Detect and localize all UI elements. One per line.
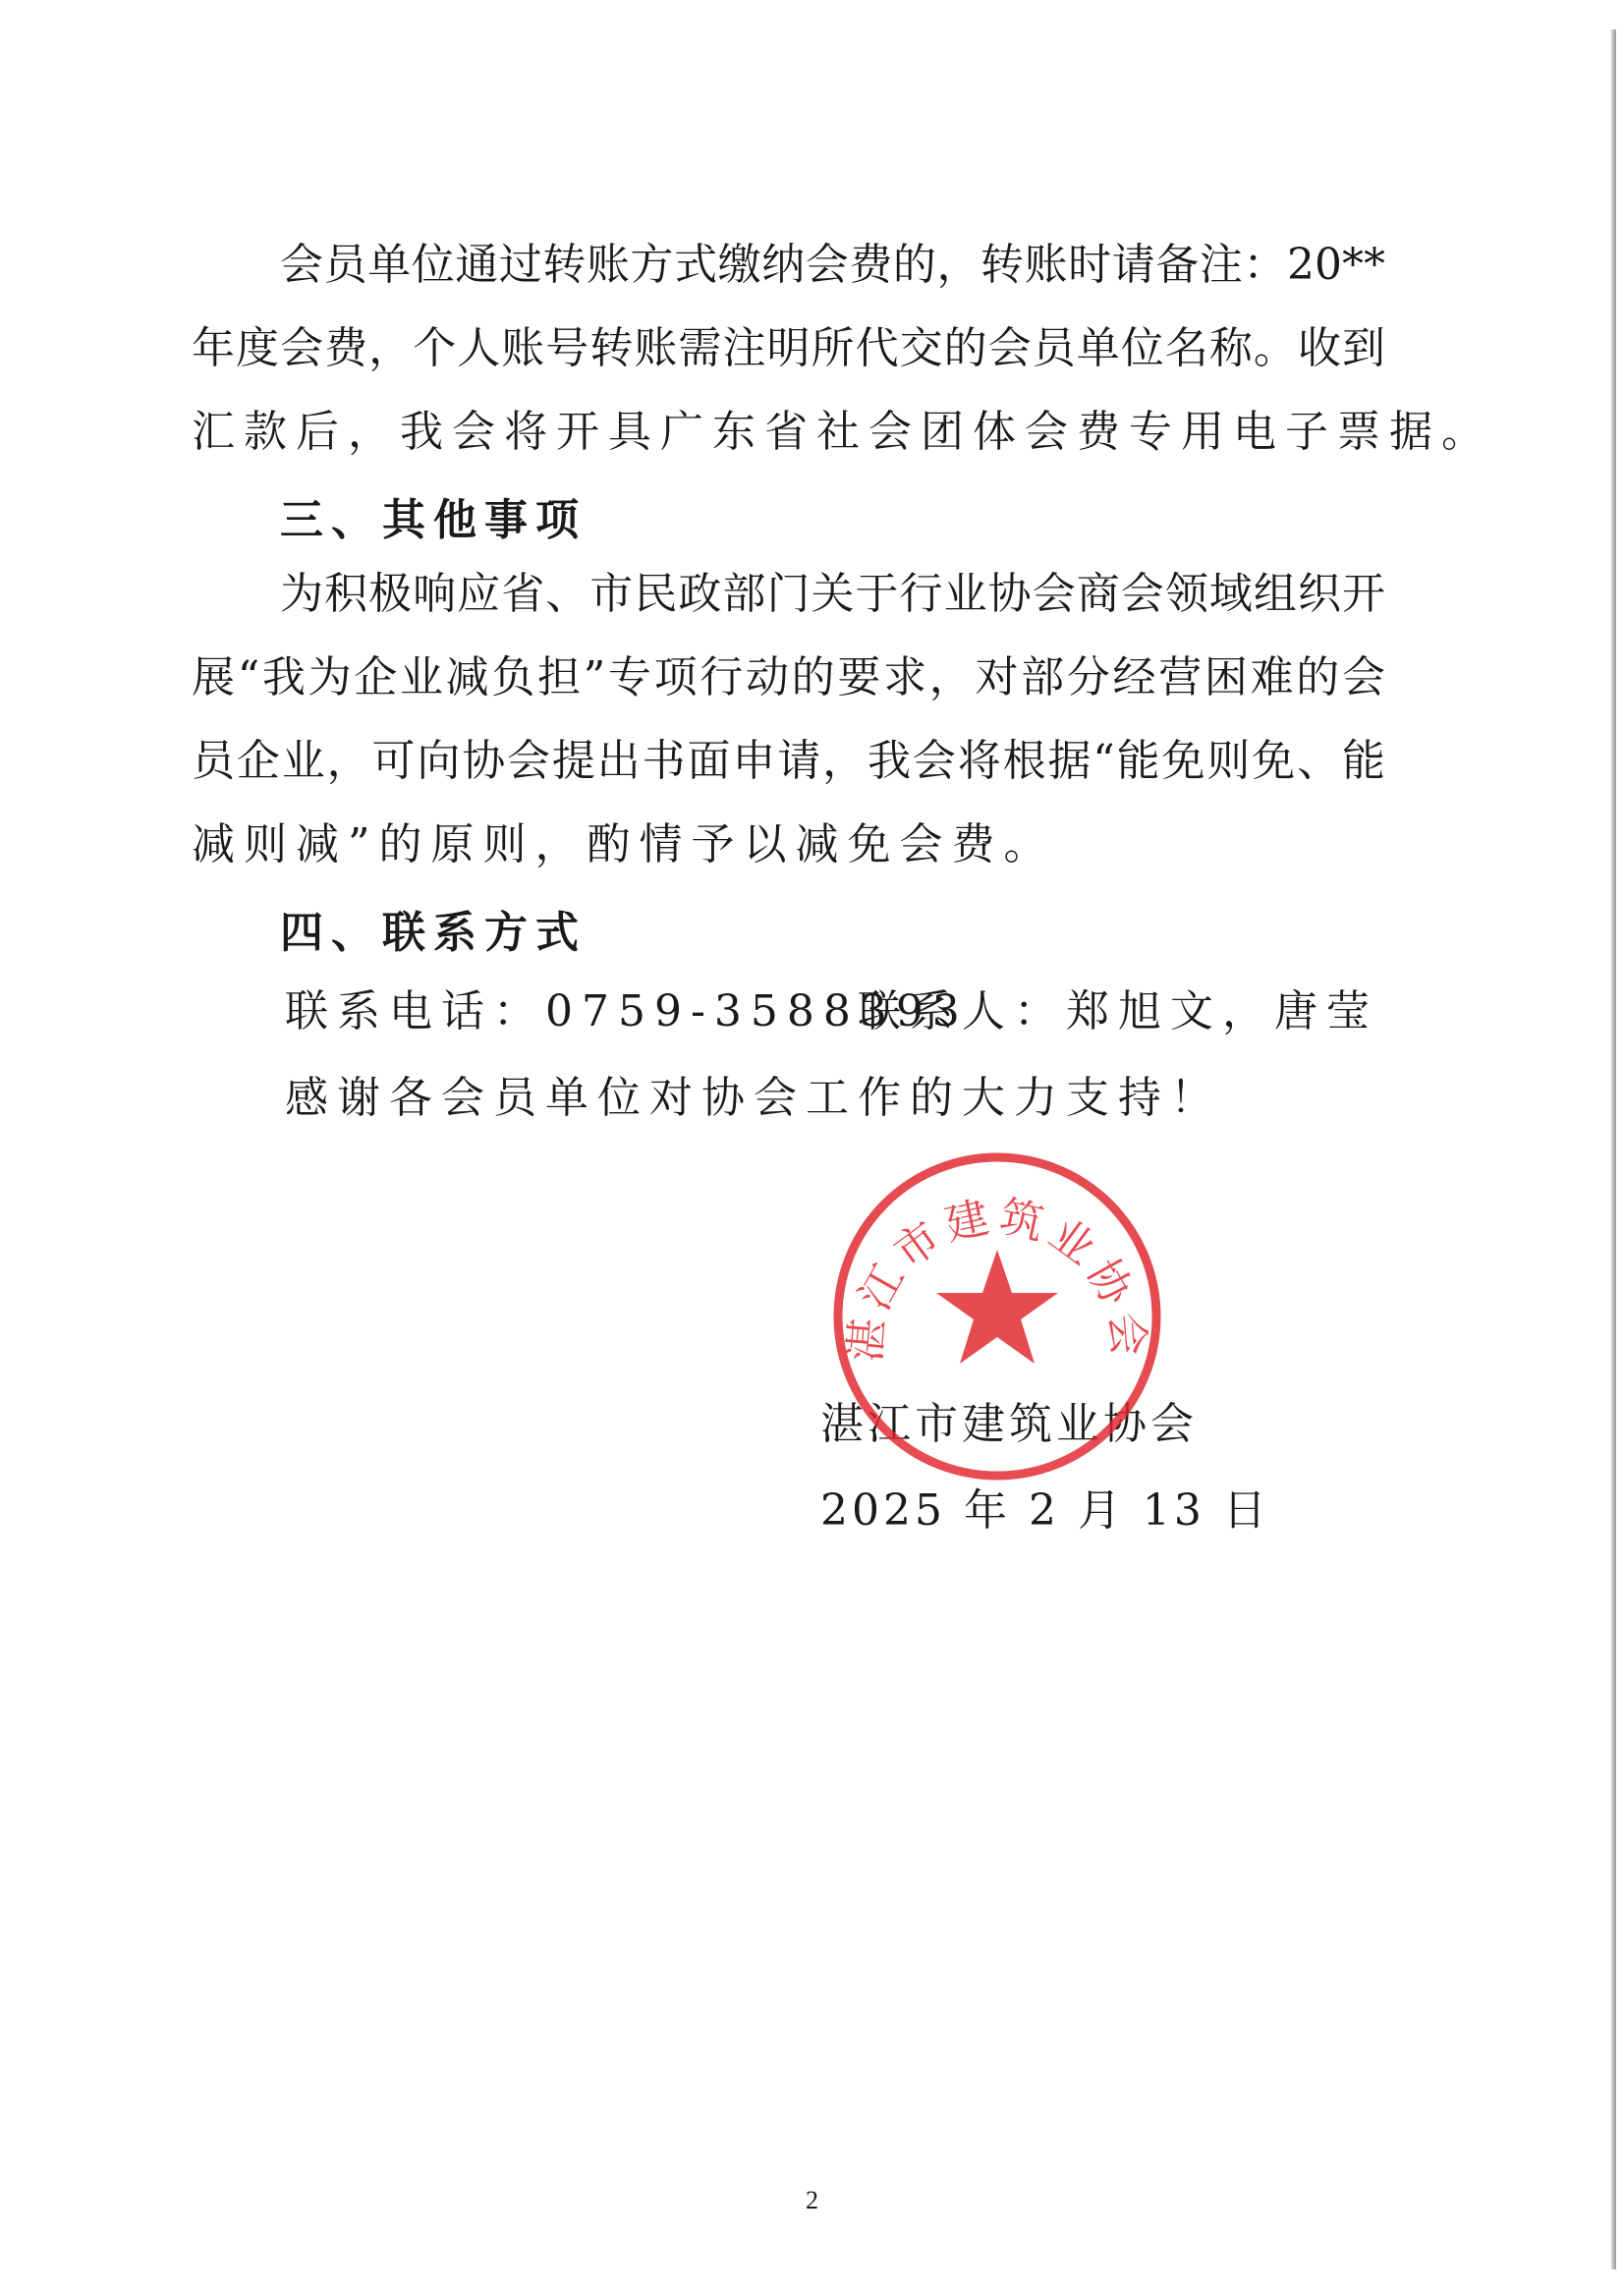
seal-star-icon (936, 1250, 1058, 1364)
p3-line2: 展“我为企业减负担”专项行动的要求，对部分经营困难的会 (192, 652, 1385, 702)
contact-phone: 联系电话：0759-3588393 (285, 986, 969, 1036)
p3-line1: 为积极响应省、市民政部门关于行业协会商会领域组织开 (280, 569, 1385, 619)
official-seal (830, 1149, 1164, 1483)
p3-line3: 员企业，可向协会提出书面申请，我会将根据“能免则免、能 (192, 736, 1385, 786)
seal-text: 湛江市建筑业协会 (840, 1191, 1154, 1365)
p1-line2: 年度会费，个人账号转账需注明所代交的会员单位名称。收到 (192, 323, 1385, 373)
section-heading-other-matters: 三、其他事项 (280, 495, 587, 545)
p1-line1: 会员单位通过转账方式缴纳会费的，转账时请备注：20** (280, 240, 1385, 290)
signature-date: 2025 年 2 月 13 日 (820, 1485, 1270, 1536)
p1-line3: 汇款后，我会将开具广东省社会团体会费专用电子票据。 (192, 407, 1493, 457)
contact-person: 联系人：郑旭文，唐莹 (858, 986, 1378, 1036)
section-heading-contact: 四、联系方式 (280, 908, 587, 958)
page-number: 2 (806, 2186, 818, 2214)
scan-edge-shadow (1611, 29, 1616, 2269)
p3-line4: 减则减”的原则，酌情予以减免会费。 (192, 819, 1056, 869)
thanks-text: 感谢各会员单位对协会工作的大力支持！ (285, 1073, 1222, 1123)
signature-organization: 湛江市建筑业协会 (820, 1399, 1198, 1449)
